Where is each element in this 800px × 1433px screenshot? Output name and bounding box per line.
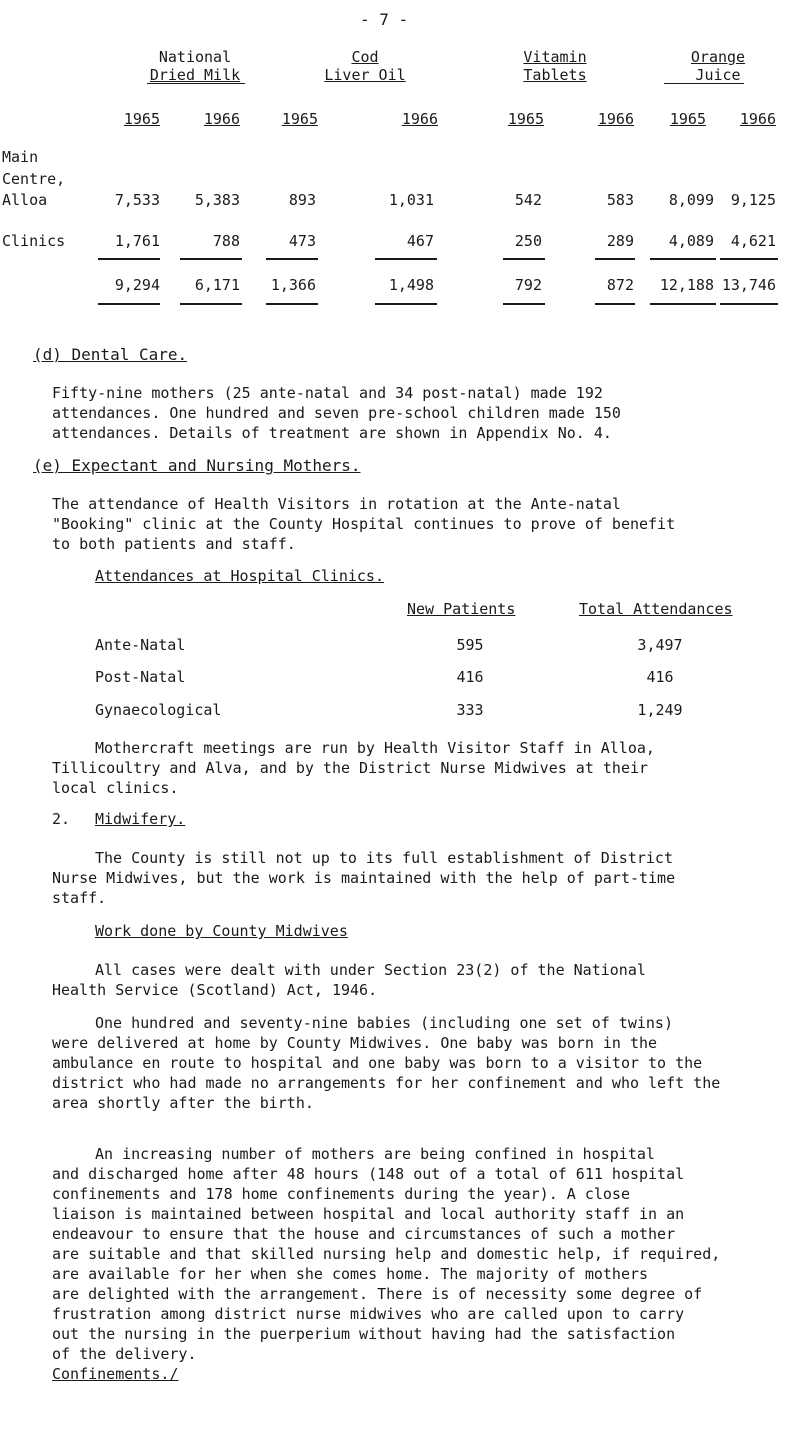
page-number: - 7 - [360,10,409,29]
header-rule-milk [147,83,245,84]
total-rule [650,303,716,305]
text-line: to both patients and staff. [52,535,296,553]
text-line: Nurse Midwives, but the work is maintained with the help of part-time [52,869,676,887]
text-line: confinements and 178 home confinements during the year). A close [52,1185,630,1203]
col-header-cod-line1: Cod [351,48,379,66]
hospital-col-total: Total Attendances [579,600,733,618]
table-cell: 289 [606,232,634,250]
total-rule [720,303,778,305]
text-line: Tillicoultry and Alva, and by the District Nurse Midwives at their [52,759,649,777]
text-line: ambulance en route to hospital and one baby was born to a visitor to the [52,1054,703,1072]
table-total: 9,294 [114,276,160,294]
table-cell: 542 [514,191,542,209]
table-cell: 893 [288,191,316,209]
table-total: 13,746 [721,276,776,294]
table-cell: 1,761 [114,232,160,250]
hospital-row-total: 3,497 [637,636,683,654]
work-done-paragraph-2 [52,1013,782,1113]
total-rule [595,303,635,305]
row-label-line: Clinics [2,232,66,250]
text-line: Mothercraft meetings are run by Health Visitor Staff in Alloa, [95,739,655,757]
total-rule [180,258,242,260]
hospital-clinics-title: Attendances at Hospital Clinics. [95,567,384,585]
hospital-row-new: 416 [456,668,484,686]
text-line: "Booking" clinic at the County Hospital continues to prove of benefit [52,515,676,533]
text-line: endeavour to ensure that the house and circumstances of such a mother [52,1225,676,1243]
text-line: An increasing number of mothers are being confined in hospital [95,1145,655,1163]
catchword: Confinements./ [52,1365,179,1383]
year: 1965 [669,110,706,128]
total-rule [595,258,635,260]
row-label-line: Main [2,148,39,166]
col-header-orange-line2: Juice [695,66,741,84]
text-line: are available for her when she comes home. The majority of mothers [52,1265,649,1283]
col-header-vitamin-line2: Tablets [523,66,587,84]
col-header-milk-line2: Dried Milk [149,66,241,84]
table-cell: 7,533 [114,191,160,209]
row-label-line: Centre, [2,170,66,188]
table-cell: 1,031 [388,191,434,209]
table-cell: 583 [606,191,634,209]
total-rule [720,258,778,260]
hospital-row-label: Ante-Natal [95,636,186,654]
work-done-heading: Work done by County Midwives [95,922,348,940]
midwifery-number: 2. [52,810,71,828]
text-line: area shortly after the birth. [52,1094,314,1112]
total-rule [375,258,437,260]
hospital-row-total: 416 [646,668,674,686]
total-rule [98,258,160,260]
hospital-row-label: Post-Natal [95,668,186,686]
table-cell: 4,621 [730,232,776,250]
year: 1966 [203,110,240,128]
text-line: attendances. One hundred and seven pre-school children made 150 [52,404,621,422]
mothercraft-paragraph [52,738,782,798]
total-rule [503,258,545,260]
table-cell: 467 [406,232,434,250]
text-line: attendances. Details of treatment are shown in Appendix No. 4. [52,424,612,442]
text-line: Health Service (Scotland) Act, 1946. [52,981,378,999]
text-line: local clinics. [52,779,179,797]
table-cell: 473 [288,232,316,250]
header-rule-orange [664,83,744,84]
hospital-row-new: 333 [456,701,484,719]
hospital-row-label: Gynaecological [95,701,222,719]
hospital-col-new: New Patients [407,600,516,618]
table-cell: 5,383 [194,191,240,209]
midwifery-heading: Midwifery. [95,810,186,828]
section-heading-dental-text: (d) Dental Care. [33,345,188,364]
table-total: 792 [514,276,542,294]
expectant-paragraph [52,494,782,554]
col-header-cod-line2: Liver Oil [324,66,406,84]
table-cell: 788 [212,232,240,250]
row-label-line: Alloa [2,191,48,209]
col-header-orange-line1: Orange [690,48,746,66]
work-done-paragraph-3 [52,1144,782,1384]
table-total: 872 [606,276,634,294]
text-line: and discharged home after 48 hours (148 out of a total of 611 hospital [52,1165,685,1183]
table-cell: 250 [514,232,542,250]
table-total: 6,171 [194,276,240,294]
table-total: 1,366 [270,276,316,294]
hospital-row-new: 595 [456,636,484,654]
total-rule [503,303,545,305]
total-rule [266,258,318,260]
year: 1966 [401,110,438,128]
text-line: Fifty-nine mothers (25 ante-natal and 34 post-natal) made 192 [52,384,603,402]
text-line: are delighted with the arrangement. There is of necessity some degree of [52,1285,703,1303]
text-line: The attendance of Health Visitors in rotation at the Ante-natal [52,495,621,513]
text-line: staff. [52,889,107,907]
table-cell: 8,099 [668,191,714,209]
year: 1965 [507,110,544,128]
table-cell: 9,125 [730,191,776,209]
text-line: frustration among district nurse midwives who are called upon to carry [52,1305,685,1323]
col-header-vitamin-line1: Vitamin [523,48,587,66]
text-line: are suitable and that skilled nursing help and domestic help, if required, [52,1245,721,1263]
text-line: One hundred and seventy-nine babies (including one set of twins) [95,1014,673,1032]
dental-paragraph [52,383,782,443]
midwifery-paragraph [52,848,782,908]
total-rule [375,303,437,305]
work-done-paragraph-1 [52,960,782,1000]
total-rule [650,258,716,260]
col-header-milk-line1: National [158,48,232,66]
total-rule [180,303,242,305]
table-total: 1,498 [388,276,434,294]
text-line: out the nursing in the puerperium without having had the satisfaction [52,1325,676,1343]
table-cell: 4,089 [668,232,714,250]
text-line: were delivered at home by County Midwives. One baby was born in the [52,1034,658,1052]
text-line: All cases were dealt with under Section 23(2) of the National [95,961,646,979]
year: 1966 [739,110,776,128]
year: 1966 [597,110,634,128]
year: 1965 [123,110,160,128]
table-total: 12,188 [659,276,714,294]
text-line: liaison is maintained between hospital and local authority staff in an [52,1205,685,1223]
text-line: of the delivery. [52,1345,197,1363]
text-line: district who had made no arrangements for her confinement and who left the [52,1074,721,1092]
total-rule [266,303,318,305]
text-line: The County is still not up to its full establishment of District [95,849,673,867]
section-heading-expectant: (e) Expectant and Nursing Mothers. [33,456,361,475]
section-heading-dental [33,345,187,364]
total-rule [98,303,160,305]
hospital-row-total: 1,249 [637,701,683,719]
year: 1965 [281,110,318,128]
